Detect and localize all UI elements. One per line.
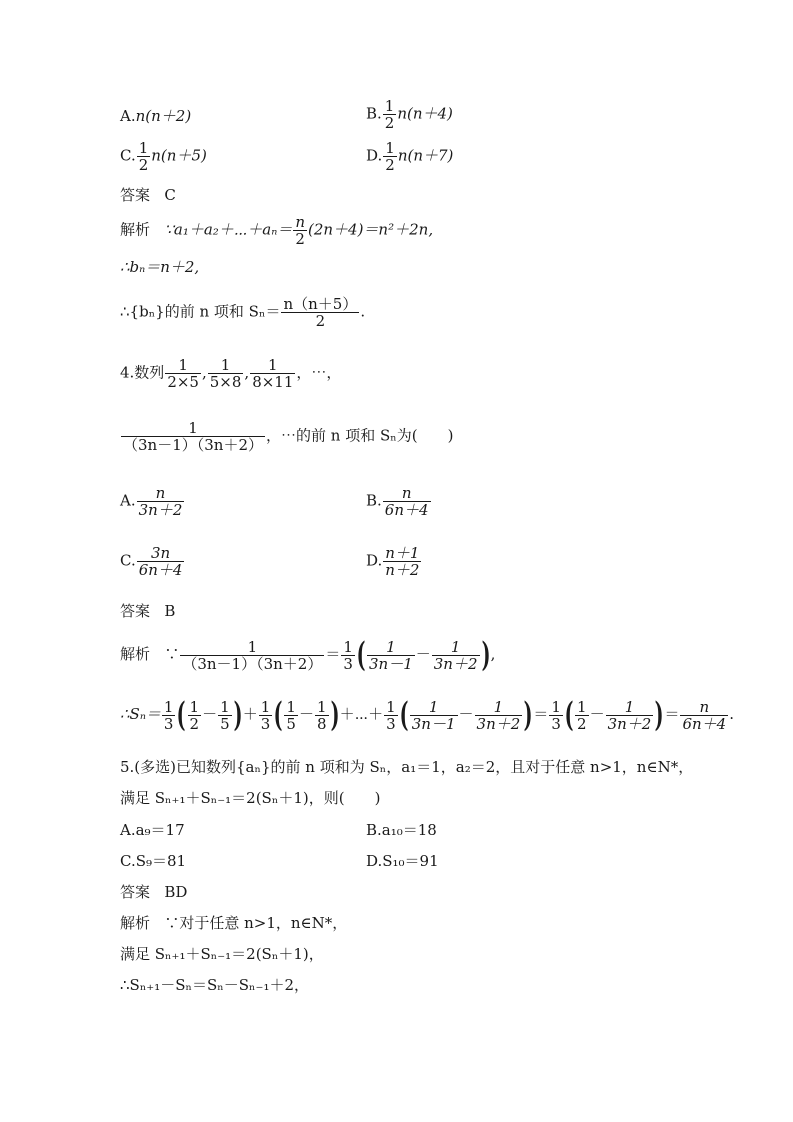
fraction: $\frac{1}{5}$ <box>286 697 296 733</box>
fraction: $\frac{1}{(3n-1)(3n+2)}$ <box>123 419 263 454</box>
q4-option-b: B. $\frac{n}{6n+4}$ <box>366 484 429 519</box>
fraction: $\frac{1}{3n+2}$ <box>476 697 521 733</box>
fraction: $\frac{1}{2\times 5}$ <box>167 356 199 391</box>
fraction: $\frac{1}{2}$ <box>384 97 395 132</box>
q5-analysis-line3: ∴Sₙ₊₁－Sₙ＝Sₙ－Sₙ₋₁＋2， <box>120 976 310 994</box>
right-paren: ) <box>523 695 533 735</box>
fraction: $\frac{n+1}{n+2}$ <box>385 544 420 579</box>
fraction: $\frac{1}{3}$ <box>163 697 174 733</box>
left-paren: ( <box>273 695 283 735</box>
right-paren: ) <box>481 635 490 675</box>
fraction: $\frac{1}{3n-1}$ <box>369 637 413 673</box>
fraction: $\frac{n}{6n+4}$ <box>682 697 727 733</box>
q5-option-a: A.a₉＝17 <box>120 821 185 839</box>
q5-stem-line2: 满足 Sₙ₊₁＋Sₙ₋₁＝2(Sₙ＋1)，则( ) <box>120 789 381 807</box>
left-paren: ( <box>177 695 186 735</box>
q4-option-a: A. $\frac{n}{3n+2}$ <box>120 484 183 519</box>
fraction: $\frac{1}{3}$ <box>343 637 353 673</box>
q3-option-c: C. $\frac{1}{2}$ n(n＋5) <box>120 139 207 174</box>
fraction: $\frac{1}{2}$ <box>385 139 395 174</box>
q5-option-d: D.S₁₀＝91 <box>366 852 439 870</box>
fraction: $\frac{1}{3n+2}$ <box>433 637 478 673</box>
fraction: $\frac{1}{2}$ <box>577 697 587 733</box>
q4-analysis-line1: 解析 ∵ $\frac{1}{(3n-1)(3n+2)}$ ＝ $\frac{1}{3}$ ( $\frac{1}{3n-1}$ － $\frac{1}{3n+2}$ ), <box>120 635 496 675</box>
fraction: $\frac{n}{6n+4}$ <box>384 484 429 519</box>
left-paren: ( <box>564 695 574 735</box>
fraction: $\frac{1}{3n-1}$ <box>411 697 456 733</box>
right-paren: ) <box>330 695 339 735</box>
q5-analysis-line1: 解析 ∵对于任意 n>1，n∈N*， <box>120 914 348 932</box>
q3-answer: 答案 C <box>120 186 176 204</box>
left-paren: ( <box>399 695 409 735</box>
q5-answer: 答案 BD <box>120 883 188 901</box>
q4-option-c: C. $\frac{3n}{6n+4}$ <box>120 544 183 579</box>
fraction: $\frac{1}{3}$ <box>386 697 396 733</box>
fraction: $\frac{n(n+5)}{2}$ <box>283 295 358 330</box>
fraction: $\frac{1}{5}$ <box>220 697 230 733</box>
q3-option-a: A.n(n＋2) <box>120 107 192 125</box>
q4-stem-line2: $\frac{1}{(3n-1)(3n+2)}$ ，⋯的前 n 项和 Sₙ为( ) <box>123 419 454 454</box>
q3-option-d: D. $\frac{1}{2}$ n(n＋7) <box>366 139 454 174</box>
fraction: $\frac{1}{2}$ <box>189 697 200 733</box>
fraction: $\frac{3n}{6n+4}$ <box>138 544 183 579</box>
q5-option-b: B.a₁₀＝18 <box>366 821 437 839</box>
left-paren: ( <box>356 635 366 675</box>
fraction: $\frac{1}{5\times 8}$ <box>209 356 242 391</box>
fraction: $\frac{1}{(3n-1)(3n+2)}$ <box>182 637 323 673</box>
fraction: $\frac{1}{8}$ <box>316 697 327 733</box>
q3-analysis-line2: ∴bₙ＝n＋2, <box>120 258 200 276</box>
right-paren: ) <box>233 695 243 735</box>
q3-analysis-line3: ∴{bₙ}的前 n 项和 Sₙ＝ $\frac{n(n+5)}{2}$ . <box>120 295 366 330</box>
q4-option-d: D. $\frac{n+1}{n+2}$ <box>366 544 420 579</box>
right-paren: ) <box>654 695 664 735</box>
q3-analysis-line1: 解析 ∵a₁＋a₂＋⋯＋aₙ＝ $\frac{n}{2}$ (2n＋4)＝n²＋2n, <box>120 213 434 248</box>
fraction: $\frac{1}{3n+2}$ <box>607 697 652 733</box>
fraction: $\frac{n}{2}$ <box>295 213 305 248</box>
fraction: $\frac{1}{8\times 11}$ <box>252 356 294 391</box>
q3-option-b: B. $\frac{1}{2}$ n(n＋4) <box>366 97 453 132</box>
q5-stem-line1: 5.(多选)已知数列{aₙ}的前 n 项和为 Sₙ，a₁＝1，a₂＝2，且对于任意 n>1，n∈N*， <box>120 758 694 776</box>
q5-option-c: C.S₉＝81 <box>120 852 187 870</box>
q4-answer: 答案 B <box>120 602 176 620</box>
fraction: $\frac{1}{3}$ <box>260 697 271 733</box>
q5-analysis-line2: 满足 Sₙ₊₁＋Sₙ₋₁＝2(Sₙ＋1)， <box>120 945 324 963</box>
fraction: $\frac{n}{3n+2}$ <box>138 484 183 519</box>
q4-stem-line1: 4.数列 $\frac{1}{2\times 5}$ , $\frac{1}{5\times 8}$ , $\frac{1}{8\times 11}$ ，⋯， <box>120 356 342 391</box>
q4-analysis-line2: ∴Sₙ＝ $\frac{1}{3}$ ( $\frac{1}{2}$ － $\frac{1}{5}$ )＋ $\frac{1}{3}$ ( $\frac{1}{5}$ － $\frac{1}{8}$ )＋⋯＋ $\frac{1}{3}$ ( $\frac{1}{3n-1}$ － $\frac{1}{3n+2}$ )＝ $\frac{1}{3}$ ( $\frac{1}{2}$ － $\frac{1}{3n+2}$ )＝ $\frac{n}{6n+4}$ . <box>120 695 734 735</box>
fraction: $\frac{1}{3}$ <box>551 697 561 733</box>
fraction: $\frac{1}{2}$ <box>138 139 149 174</box>
